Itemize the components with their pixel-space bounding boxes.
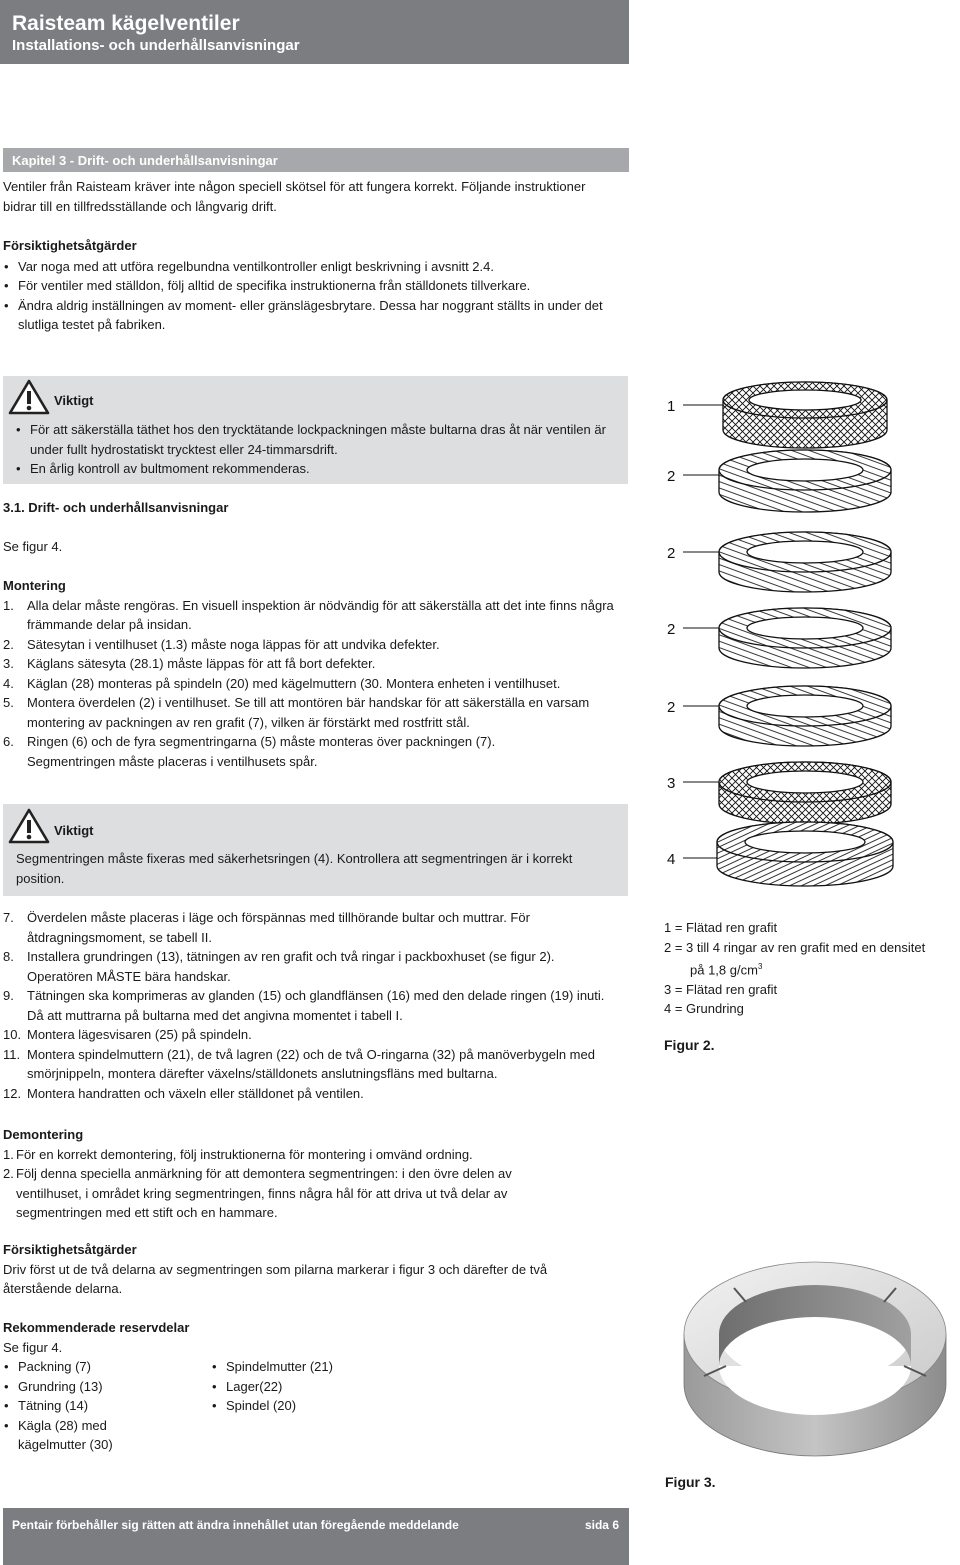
figure-2-packing-diagram — [655, 372, 955, 892]
figure-label: 2 — [667, 468, 676, 485]
figure-2-legend — [664, 918, 960, 1055]
dismounting-step: 1. För en korrekt demontering, följ instruktionerna för montering i omvänd ordning. — [3, 1146, 473, 1162]
legend-item: 3 = Flätad ren grafit — [664, 981, 778, 997]
ring-1 — [723, 382, 887, 448]
important-heading: Viktigt — [54, 393, 94, 408]
precautions-heading: Försiktighetsåtgärder — [3, 238, 137, 253]
mounting-step: 2. Sätesytan i ventilhuset (1.3) måste noga läppas för att undvika defekter. — [3, 636, 440, 652]
spare-part-item: • Spindelmutter (21) — [211, 1357, 411, 1377]
spare-parts-section — [3, 1318, 633, 1455]
precaution-item: • Ändra aldrig inställningen av moment- eller gränslägesbrytare. Dessa har noggrant ställts in under det slutliga testet på fabriken. — [3, 296, 613, 335]
precautions-section-2 — [3, 1240, 613, 1299]
see-figure-text: Se figur 4. — [3, 1339, 63, 1355]
ring-2 — [719, 450, 891, 512]
important-box-2 — [3, 804, 628, 896]
chapter-title: Kapitel 3 - Drift- och underhållsanvisningar — [3, 148, 629, 172]
page-header — [0, 0, 629, 64]
leader-lines — [683, 405, 723, 858]
precautions-heading: Försiktighetsåtgärder — [3, 1242, 137, 1257]
dismounting-heading: Demontering — [3, 1127, 84, 1142]
mounting-heading: Montering — [3, 578, 66, 593]
spare-part-item: • Tätning (14) — [3, 1396, 131, 1416]
spare-part-item: • Spindel (20) — [211, 1396, 411, 1416]
figure-label: 1 — [667, 398, 676, 415]
figure-3-segment-ring — [676, 1226, 954, 1470]
ring-2 — [719, 686, 891, 746]
legend-item: 4 = Grundring — [664, 1001, 744, 1017]
mounting-step: 10. Montera lägesvisaren (25) på spindeln. — [3, 1027, 252, 1042]
mounting-step: 5. Montera överdelen (2) i ventilhuset. Se till att montören bär handskar för att säkerställa en varsam montering av packningen av ren grafit (7), vilken är förstärkt med rostfritt stål. — [3, 695, 590, 730]
mounting-step: 9. Tätningen ska komprimeras av glanden (15) och glandflänsen (16) med den delade ringen (19) inuti. Då att muttrarna på bultarna med det angivna momentet i tabell I. — [3, 988, 605, 1023]
spare-part-item: • Kägla (28) med kägelmutter (30) — [3, 1416, 131, 1455]
page-number: sida 6 — [584, 1518, 619, 1532]
spare-part-item: • Lager(22) — [211, 1377, 411, 1397]
spare-parts-heading: Rekommenderade reservdelar — [3, 1320, 190, 1335]
mounting-step: 8. Installera grundringen (13), tätningen av ren grafit och två ringar i packboxhuset (se figur 2). Operatören MÅSTE bära handskar. — [3, 949, 555, 984]
important-text: Segmentringen måste fixeras med säkerhetsringen (4). Kontrollera att segmentringen är i korrekt position. — [16, 851, 573, 886]
important-box-1 — [3, 376, 628, 484]
important-item: • För att säkerställa täthet hos den trycktätande lockpackningen måste bultarna dras åt när ventilen är under fullt hydrostatiskt trycktest eller 24-timmarsdrift. — [15, 420, 615, 459]
intro-paragraph: Ventiler från Raisteam kräver inte någon speciell skötsel för att fungera korrekt. Följande instruktioner bidrar till en tillfredsställande och långvarig drift. — [3, 179, 586, 214]
legend-item: 2 = 3 till 4 ringar av ren grafit med en densitet — [664, 939, 926, 955]
figure-label: 3 — [667, 775, 676, 792]
figure-label: 4 — [667, 851, 676, 868]
figure-label: 2 — [667, 621, 676, 638]
dismounting-step: 2. Följ denna speciella anmärkning för att demontera segmentringen: i den övre delen av ventilhuset, i området kring segmentringen, finns några hål för att driva ut två delar av segmentringen med ett stift och en hammare. — [3, 1166, 512, 1220]
mounting-step: 6. Ringen (6) och de fyra segmentringarna (5) måste monteras över packningen (7). Segmentringen måste placeras i ventilhusets spår. — [3, 734, 496, 769]
precaution-item: • Var noga med att utföra regelbundna ventilkontroller enligt beskrivning i avsnitt 2.4. — [3, 257, 633, 277]
mounting-section-continued — [3, 908, 613, 1103]
page-footer — [3, 1508, 629, 1565]
important-item: • En årlig kontroll av bultmoment rekommenderas. — [15, 459, 615, 479]
ring-2 — [719, 532, 891, 592]
see-figure-text: Se figur 4. — [3, 539, 63, 554]
warning-icon — [8, 808, 50, 844]
mounting-step: 11. Montera spindelmuttern (21), de två lagren (22) och de två O-ringarna (32) på manöverbygeln med smörjnippeln, montera därefter växelns/ställdonets anslutningsfläns med bultarna. — [3, 1046, 595, 1081]
dismounting-section — [3, 1125, 573, 1223]
mounting-step: 1. Alla delar måste rengöras. En visuell inspektion är nödvändig för att säkerställa att det inte finns några främmande delar på insidan. — [3, 597, 614, 632]
legend-item: på 1,8 $g/cm^3$ — [690, 962, 763, 978]
precautions-section — [3, 236, 633, 335]
mounting-step: 12. Montera handratten och växeln eller ställdonet på ventilen. — [3, 1085, 364, 1101]
figure-label: 2 — [667, 699, 676, 716]
section-heading: 3.1. Drift- och underhållsanvisningar — [3, 500, 229, 515]
mounting-section — [3, 576, 633, 771]
figure-3-caption: Figur 3. — [665, 1474, 716, 1490]
figure-2-caption: Figur 2. — [664, 1036, 715, 1053]
ring-4 — [717, 822, 893, 886]
precautions-text: Driv först ut de två delarna av segmentringen som pilarna markerar i figur 3 och därefter de två återstående delarna. — [3, 1261, 548, 1296]
mounting-step: 4. Käglan (28) monteras på spindeln (20) med kägelmuttern (30. Montera enheten i ventilhuset. — [3, 675, 561, 691]
precaution-item: • För ventiler med ställdon, följ alltid de specifika instruktionerna från ställdonets tillverkare. — [3, 276, 633, 296]
mounting-step: 3. Käglans sätesyta (28.1) måste läppas för att få bort defekter. — [3, 656, 376, 671]
document-title: Raisteam kägelventiler — [12, 12, 240, 35]
document-subtitle: Installations- och underhållsanvisningar — [12, 37, 300, 54]
ring-2 — [719, 608, 891, 668]
important-heading: Viktigt — [54, 823, 94, 838]
spare-part-item: • Packning (7) — [3, 1357, 131, 1377]
ring-3 — [719, 762, 891, 824]
warning-icon — [8, 379, 50, 415]
legend-item: 1 = Flätad ren grafit — [664, 920, 778, 935]
figure-label: 2 — [667, 545, 676, 562]
spare-part-item: • Grundring (13) — [3, 1377, 131, 1397]
mounting-step: 7. Överdelen måste placeras i läge och förspännas med tillhörande bultar och muttrar. För åtdragningsmoment, se tabell II. — [3, 910, 530, 945]
footer-text: Pentair förbehåller sig rätten att ändra innehållet utan föregående meddelande — [12, 1518, 459, 1532]
